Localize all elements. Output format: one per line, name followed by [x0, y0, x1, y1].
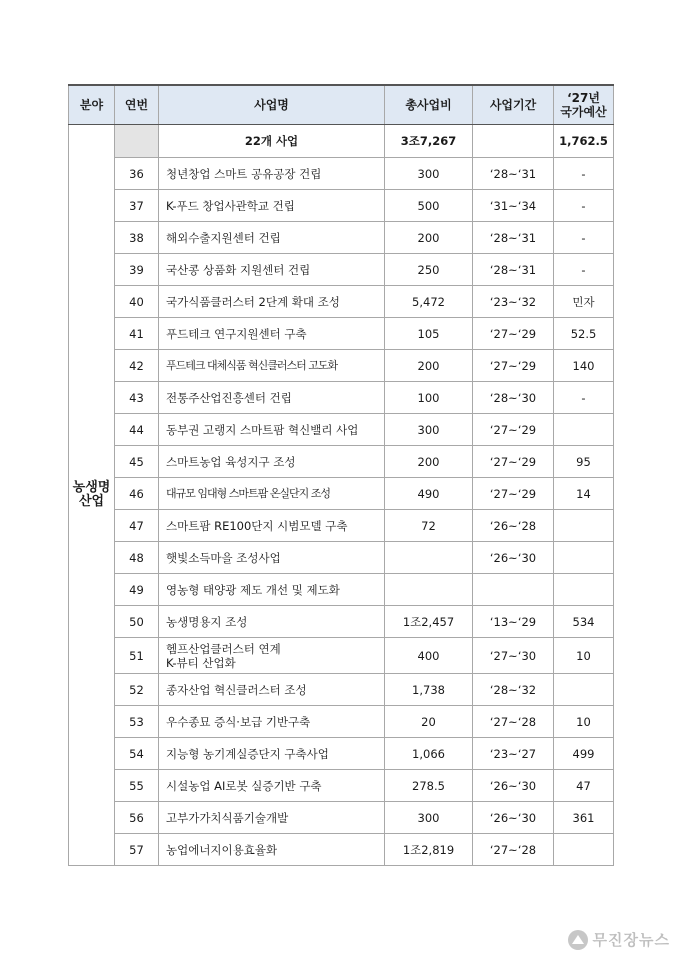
row-budget: -	[554, 222, 614, 254]
row-project-name	[159, 638, 385, 674]
project-name-line: 우수종묘 증식·보급 기반구축	[166, 714, 311, 729]
row-budget	[554, 574, 614, 606]
row-total-cost: 100	[385, 382, 473, 414]
watermark-logo	[568, 929, 670, 950]
header-budget-label: 국가예산	[560, 105, 607, 119]
project-name-line: 푸드테크 연구지원센터 구축	[166, 326, 307, 341]
project-table	[68, 84, 614, 866]
project-name-line: 시설농업 AI로봇 실증기반 구축	[166, 778, 322, 793]
row-budget	[554, 414, 614, 446]
row-number: 53	[115, 706, 159, 738]
row-budget	[554, 510, 614, 542]
row-total-cost: 400	[385, 638, 473, 674]
row-period: ‘31~‘34	[473, 190, 554, 222]
row-period: ‘13~‘29	[473, 606, 554, 638]
row-budget: 민자	[554, 286, 614, 318]
row-budget: 47	[554, 770, 614, 802]
row-project-name	[159, 834, 385, 866]
row-total-cost	[385, 542, 473, 574]
row-period: ‘23~‘27	[473, 738, 554, 770]
header-period: 사업기간	[473, 85, 554, 125]
header-project-name: 사업명	[159, 85, 385, 125]
table-row	[69, 738, 614, 770]
row-total-cost: 278.5	[385, 770, 473, 802]
project-name-line: 국산콩 상품화 지원센터 건립	[166, 262, 311, 277]
row-period: ‘27~‘28	[473, 834, 554, 866]
row-number: 51	[115, 638, 159, 674]
table-row	[69, 190, 614, 222]
project-name-line: 농업에너지이용효율화	[166, 842, 278, 857]
row-budget	[554, 674, 614, 706]
row-total-cost: 500	[385, 190, 473, 222]
row-number: 49	[115, 574, 159, 606]
row-number: 55	[115, 770, 159, 802]
summary-budget: 1,762.5	[554, 125, 614, 158]
table-row	[69, 446, 614, 478]
mountain-logo-icon	[568, 930, 588, 950]
row-budget: 52.5	[554, 318, 614, 350]
table-row	[69, 510, 614, 542]
row-project-name	[159, 286, 385, 318]
header-budget-year: ‘27년	[567, 91, 600, 105]
project-name-line: 전통주산업진흥센터 건립	[166, 390, 292, 405]
row-total-cost: 200	[385, 350, 473, 382]
field-label-line2: 산업	[78, 494, 105, 509]
row-budget: 361	[554, 802, 614, 834]
project-name-line: 대규모 임대형 스마트팜 온실단지 조성	[166, 486, 331, 500]
row-budget: 95	[554, 446, 614, 478]
table-row	[69, 350, 614, 382]
table-row	[69, 574, 614, 606]
row-budget: -	[554, 190, 614, 222]
row-number: 47	[115, 510, 159, 542]
row-project-name	[159, 606, 385, 638]
project-name-line: 헴프산업클러스터 연계	[166, 641, 281, 656]
row-period: ‘28~‘31	[473, 158, 554, 190]
table-row	[69, 254, 614, 286]
row-period: ‘27~‘29	[473, 350, 554, 382]
row-total-cost: 1조2,819	[385, 834, 473, 866]
row-number: 38	[115, 222, 159, 254]
table-row	[69, 770, 614, 802]
row-number: 43	[115, 382, 159, 414]
row-project-name	[159, 574, 385, 606]
row-number: 56	[115, 802, 159, 834]
row-number: 46	[115, 478, 159, 510]
summary-period-cell	[473, 125, 554, 158]
watermark-text: 무진장뉴스	[592, 931, 670, 949]
row-total-cost: 1조2,457	[385, 606, 473, 638]
row-total-cost: 20	[385, 706, 473, 738]
summary-number-cell	[115, 125, 159, 158]
row-number: 37	[115, 190, 159, 222]
table-row	[69, 222, 614, 254]
summary-label: 22개 사업	[159, 125, 385, 158]
table-row	[69, 706, 614, 738]
row-period: ‘26~‘30	[473, 770, 554, 802]
row-period	[473, 574, 554, 606]
row-project-name	[159, 414, 385, 446]
row-project-name	[159, 318, 385, 350]
row-project-name	[159, 382, 385, 414]
table-row	[69, 158, 614, 190]
header-budget	[554, 85, 614, 125]
row-total-cost: 300	[385, 158, 473, 190]
row-total-cost: 490	[385, 478, 473, 510]
project-name-line: 해외수출지원센터 건립	[166, 230, 281, 245]
table-row	[69, 478, 614, 510]
row-period: ‘28~‘31	[473, 222, 554, 254]
header-row	[69, 85, 614, 125]
header-field: 분야	[69, 85, 115, 125]
table-row	[69, 834, 614, 866]
row-budget	[554, 834, 614, 866]
project-name-line: 동부권 고랭지 스마트팜 혁신밸리 사업	[166, 422, 359, 437]
row-total-cost: 300	[385, 802, 473, 834]
row-budget: 140	[554, 350, 614, 382]
row-number: 52	[115, 674, 159, 706]
project-name-line: 종자산업 혁신클러스터 조성	[166, 682, 307, 697]
row-project-name	[159, 254, 385, 286]
header-total-cost: 총사업비	[385, 85, 473, 125]
table-row	[69, 286, 614, 318]
row-project-name	[159, 738, 385, 770]
row-project-name	[159, 802, 385, 834]
row-budget	[554, 542, 614, 574]
field-cell	[69, 125, 115, 866]
row-number: 44	[115, 414, 159, 446]
table-row	[69, 802, 614, 834]
row-total-cost: 200	[385, 222, 473, 254]
row-budget: 10	[554, 638, 614, 674]
row-project-name	[159, 222, 385, 254]
row-budget: 534	[554, 606, 614, 638]
row-budget: -	[554, 382, 614, 414]
row-period: ‘27~‘29	[473, 318, 554, 350]
row-total-cost: 5,472	[385, 286, 473, 318]
row-period: ‘27~‘30	[473, 638, 554, 674]
summary-total-cost: 3조7,267	[385, 125, 473, 158]
table-row	[69, 606, 614, 638]
header-number: 연번	[115, 85, 159, 125]
row-total-cost: 200	[385, 446, 473, 478]
row-number: 45	[115, 446, 159, 478]
row-period: ‘28~‘30	[473, 382, 554, 414]
row-period: ‘28~‘32	[473, 674, 554, 706]
row-number: 54	[115, 738, 159, 770]
row-period: ‘23~‘32	[473, 286, 554, 318]
project-name-line: 청년창업 스마트 공유공장 건립	[166, 166, 322, 181]
row-number: 50	[115, 606, 159, 638]
table-row	[69, 674, 614, 706]
row-budget: 10	[554, 706, 614, 738]
row-project-name	[159, 542, 385, 574]
row-total-cost: 1,738	[385, 674, 473, 706]
row-project-name	[159, 190, 385, 222]
row-project-name	[159, 158, 385, 190]
table-row	[69, 382, 614, 414]
row-project-name	[159, 510, 385, 542]
row-total-cost	[385, 574, 473, 606]
project-name-line: K-뷰티 산업화	[166, 655, 236, 670]
project-name-line: K-푸드 창업사관학교 건립	[166, 198, 295, 213]
row-period: ‘27~‘29	[473, 478, 554, 510]
summary-row	[69, 125, 614, 158]
row-total-cost: 250	[385, 254, 473, 286]
row-number: 36	[115, 158, 159, 190]
row-total-cost: 105	[385, 318, 473, 350]
project-name-line: 푸드테크 대체식품 혁신클러스터 고도화	[166, 358, 338, 372]
project-name-line: 스마트농업 육성지구 조성	[166, 454, 296, 469]
row-project-name	[159, 478, 385, 510]
row-number: 48	[115, 542, 159, 574]
row-number: 40	[115, 286, 159, 318]
row-total-cost: 300	[385, 414, 473, 446]
row-period: ‘26~‘30	[473, 542, 554, 574]
row-project-name	[159, 446, 385, 478]
row-period: ‘26~‘28	[473, 510, 554, 542]
table-row	[69, 638, 614, 674]
field-label-line1: 농생명	[72, 480, 111, 495]
row-period: ‘26~‘30	[473, 802, 554, 834]
project-name-line: 국가식품클러스터 2단계 확대 조성	[166, 294, 340, 309]
project-name-line: 스마트팜 RE100단지 시범모델 구축	[166, 518, 348, 533]
project-name-line: 농생명용지 조성	[166, 614, 248, 629]
row-budget: 499	[554, 738, 614, 770]
row-period: ‘28~‘31	[473, 254, 554, 286]
project-name-line: 지능형 농기계실증단지 구축사업	[166, 746, 329, 761]
row-number: 57	[115, 834, 159, 866]
table-row	[69, 414, 614, 446]
row-number: 42	[115, 350, 159, 382]
row-period: ‘27~‘29	[473, 446, 554, 478]
row-project-name	[159, 706, 385, 738]
table-row	[69, 318, 614, 350]
row-project-name	[159, 674, 385, 706]
row-total-cost: 1,066	[385, 738, 473, 770]
table-row	[69, 542, 614, 574]
row-budget: 14	[554, 478, 614, 510]
row-budget: -	[554, 158, 614, 190]
project-name-line: 영농형 태양광 제도 개선 및 제도화	[166, 582, 340, 597]
row-project-name	[159, 770, 385, 802]
row-project-name	[159, 350, 385, 382]
row-period: ‘27~‘29	[473, 414, 554, 446]
project-name-line: 햇빛소득마을 조성사업	[166, 550, 281, 565]
row-total-cost: 72	[385, 510, 473, 542]
row-number: 41	[115, 318, 159, 350]
row-budget: -	[554, 254, 614, 286]
project-name-line: 고부가가치식품기술개발	[166, 810, 289, 825]
row-period: ‘27~‘28	[473, 706, 554, 738]
row-number: 39	[115, 254, 159, 286]
